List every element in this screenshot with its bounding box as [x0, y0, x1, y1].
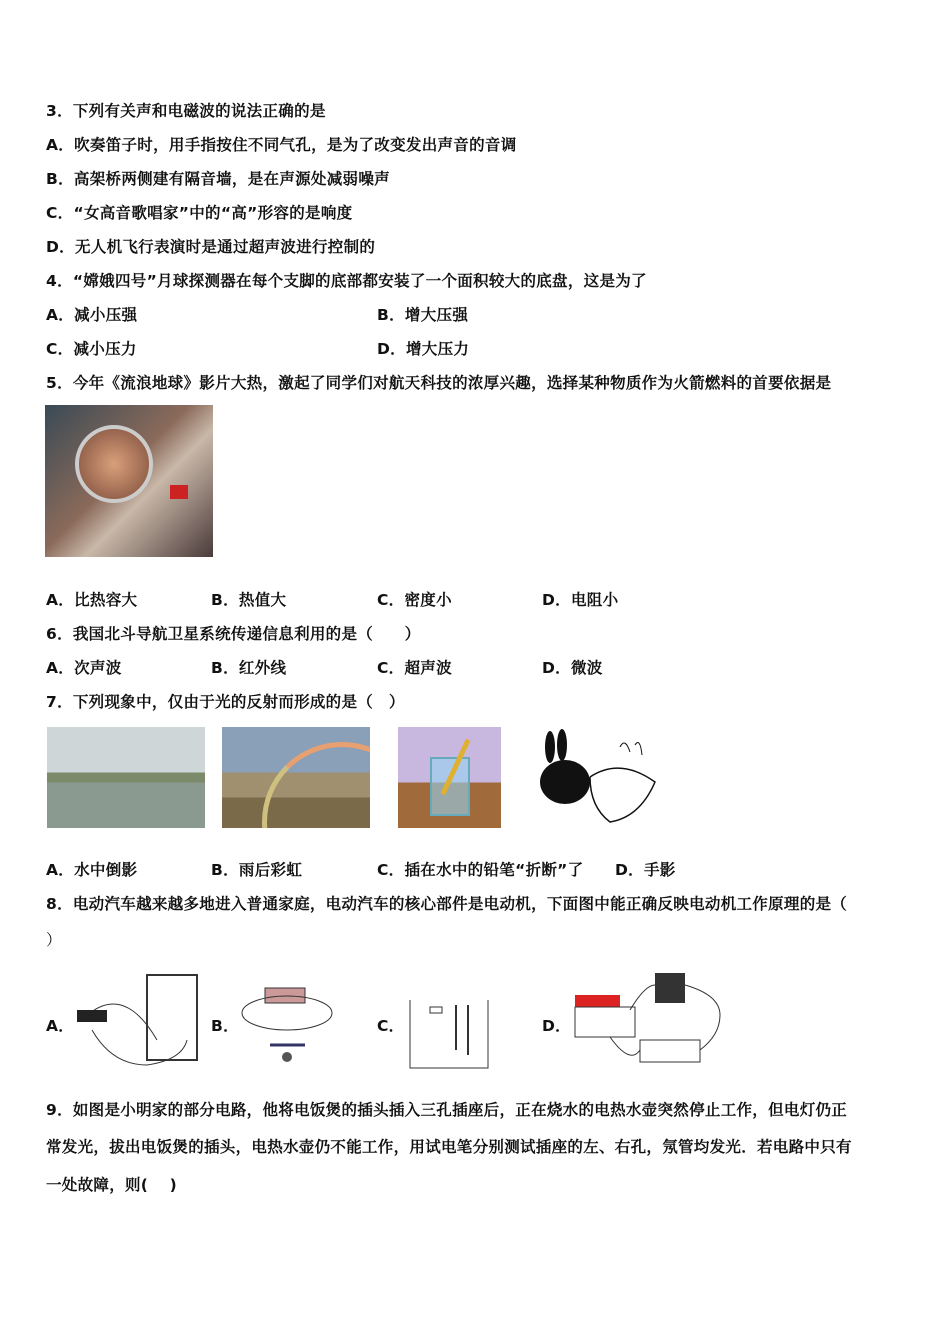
q9-line-3: 一处故障，则( ) — [46, 1176, 178, 1194]
q8-label-b: B． — [211, 1017, 239, 1035]
q8-stem: 8．电动汽车越来越多地进入普通家庭，电动汽车的核心部件是电动机，下面图中能正确反映电动机工作原理的是（ — [46, 895, 848, 913]
q3-stem: 3．下列有关声和电磁波的说法正确的是 — [46, 102, 326, 120]
q3-option-b: B．高架桥两侧建有隔音墙，是在声源处减弱噪声 — [46, 170, 390, 188]
electromagnet-diagram — [408, 995, 490, 1070]
q6-option-c: C．超声波 — [377, 659, 452, 677]
galvanometer-diagram — [72, 970, 202, 1070]
q6-option-d: D．微波 — [542, 659, 603, 677]
q7-option-a: A．水中倒影 — [46, 861, 138, 879]
q3-option-d: D．无人机飞行表演时是通过超声波进行控制的 — [46, 238, 376, 256]
q4-option-a: A．减小压强 — [46, 306, 138, 324]
q6-option-a: A．次声波 — [46, 659, 122, 677]
q5-option-a: A．比热容大 — [46, 591, 138, 609]
astronaut-photo — [45, 405, 213, 557]
q4-option-b: B．增大压强 — [377, 306, 469, 324]
q8-label-d: D． — [542, 1017, 571, 1035]
q7-option-d: D．手影 — [615, 861, 676, 879]
q6-option-b: B．红外线 — [211, 659, 287, 677]
q7-option-c: C．插在水中的铅笔“折断”了 — [377, 861, 584, 879]
q7-stem: 7．下列现象中，仅由于光的反射而形成的是（ ） — [46, 693, 405, 711]
q8-label-a: A． — [46, 1017, 75, 1035]
q4-option-c: C．减小压力 — [46, 340, 137, 358]
q4-option-d: D．增大压力 — [377, 340, 470, 358]
q9-line-1: 9．如图是小明家的部分电路，他将电饭煲的插头插入三孔插座后，正在烧水的电热水壶突然停止工作，但电灯仍正 — [46, 1101, 848, 1119]
q8-label-c: C． — [377, 1017, 405, 1035]
q9-line-2: 常发光，拔出电饭煲的插头，电热水壶仍不能工作，用试电笔分别测试插座的左、右孔，氖管均发光．若电路中只有 — [46, 1138, 852, 1156]
oersted-diagram — [240, 985, 335, 1065]
water-reflection-photo — [47, 727, 205, 828]
q3-option-a: A．吹奏笛子时，用手指按住不同气孔，是为了改变发出声音的音调 — [46, 136, 517, 154]
q5-stem: 5．今年《流浪地球》影片大热，激起了同学们对航天科技的浓厚兴趣，选择某种物质作为火箭燃料的首要依据是 — [46, 374, 832, 392]
motor-principle-diagram — [570, 965, 730, 1073]
q5-option-d: D．电阻小 — [542, 591, 619, 609]
q7-option-b: B．雨后彩虹 — [211, 861, 303, 879]
q4-stem: 4．“嫦娥四号”月球探测器在每个支脚的底部都安装了一个面积较大的底盘，这是为了 — [46, 272, 647, 290]
q5-option-b: B．热值大 — [211, 591, 287, 609]
q5-option-c: C．密度小 — [377, 591, 452, 609]
q6-stem: 6．我国北斗导航卫星系统传递信息利用的是（ ） — [46, 625, 421, 643]
hand-shadow-image — [530, 727, 665, 828]
rainbow-photo — [222, 727, 370, 828]
q8-stem-end: ） — [46, 931, 62, 949]
q3-option-c: C．“女高音歌唱家”中的“高”形容的是响度 — [46, 204, 353, 222]
pencil-in-water-image — [398, 727, 501, 828]
